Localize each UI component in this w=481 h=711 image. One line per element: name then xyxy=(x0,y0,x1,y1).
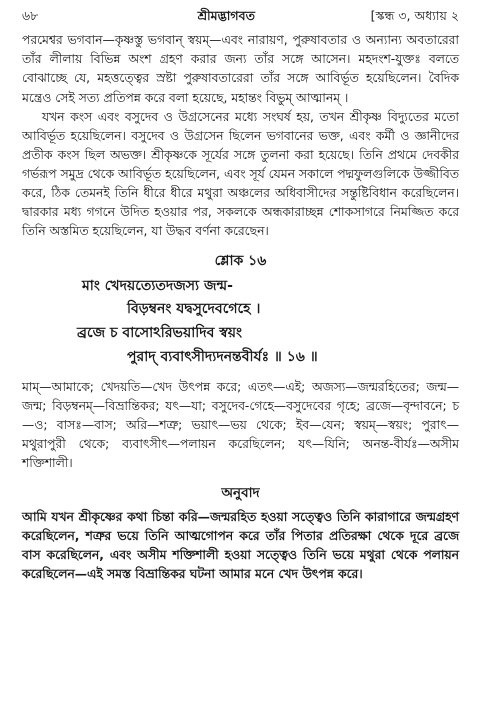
verse-line-2: বিড়ম্বনং যদ্বসুদেবগেহে । xyxy=(127,301,261,318)
purport-paragraph-1: পরমেশ্বর ভগবান—কৃষ্ণস্তু ভগবান্ স্বয়ম্—এবং নারায়ণ, পুরুষাবতার ও অন্যান্য অবতারেরা তাঁর লীলায় বিভিন্ন অংশ গ্রহণ করার জন্য তাঁর সঙ্গে আসেন। মহদংশ-যুক্তঃ বলতে বোঝাচ্ছে যে, মহত্তত্ত্বের স্রষ্টা পুরুষাবতারেরা তাঁর সঙ্গে আবির্ভূত হয়েছিলেন। বৈদিক মন্ত্রেও সেই সত্য প্রতিপন্ন করে বলা হয়েছে, মহান্তং বিভুম্ আত্মানম্ । xyxy=(22,33,459,105)
verse-text xyxy=(22,275,459,370)
translation-text: আমি যখন শ্রীকৃষ্ণের কথা চিন্তা করি—জন্মরহিত হওয়া সত্ত্বেও তিনি কারাগারে জন্মগ্রহণ করেছিলেন, শত্রুর ভয়ে তিনি আত্মগোপন করে তাঁর পিতার প্রতিরক্ষা থেকে দূরে ব্রজে বাস করেছিলেন, এবং অসীম শক্তিশালী হওয়া সত্ত্বেও তিনি ভয়ে মথুরা থেকে পলায়ন করেছিলেন—এই সমস্ত বিভ্রান্তিকর ঘটনা আমার মনে খেদ উৎপন্ন করে। xyxy=(22,509,459,582)
purport-paragraph-2: যখন কংস এবং বসুদেব ও উগ্রসেনের মধ্যে সংঘর্ষ হয়, তখন শ্রীকৃষ্ণ বিদ্যুতের মতো আবির্ভূত হয়েছিলেন। বসুদেব ও উগ্রসেন ছিলেন ভগবানের ভক্ত, এবং কর্মী ও জ্ঞানীদের প্রতীক কংস ছিল অভক্ত। শ্রীকৃষ্ণকে সূর্যের সঙ্গে তুলনা করা হয়েছে। তিনি প্রথমে দেবকীর গর্ভরূপ সমুদ্র থেকে আবির্ভূত হয়েছিলেন, এবং সূর্য যেমন সকালে পদ্মফুলগুলিকে উজ্জীবিত করে, ঠিক তেমনই তিনি ধীরে ধীরে মথুরা অঞ্চলের অধিবাসীদের সন্তুষ্টিবিধান করেছিলেন। দ্বারকার মধ্য গগনে উদিত হওয়ার পর, সকলকে অন্ধকারাচ্ছন্ন শোকসাগরে নিমজ্জিত করে তিনি অস্তমিত হয়েছিলেন, যা উদ্ধব বর্ণনা করেছেন। xyxy=(22,109,459,238)
synonyms-paragraph: মাম্—আমাকে; খেদয়তি—খেদ উৎপন্ন করে; এতৎ—এই; অজস্য—জন্মরহিতের; জন্ম—জন্ম; বিড়ম্বনম্—বিভ্রান্তিকর; যৎ—যা; বসুদেব-গেহে—বসুদেবের গৃহে; ব্রজে—বৃন্দাবনে; চ—ও; বাসঃ—বাস; অরি—শত্রু; ভয়াৎ—ভয় থেকে; ইব—যেন; স্বয়ম্—স্বয়ং; পুরাৎ—মথুরাপুরী থেকে; ব্যবাৎসীৎ—পলায়ন করেছিলেন; যৎ—যিনি; অনন্ত-বীর্যঃ—অসীম শক্তিশালী। xyxy=(22,379,459,470)
verse-line-3: ব্রজে চ বাসোঽরিভয়াদিব স্বয়ং xyxy=(77,325,243,342)
verse-line-4: পুরাদ্ ব্যবাৎসীদ্যদনন্তবীর্যঃ ॥ ১৬ ॥ xyxy=(127,348,318,365)
chapter-reference: [স্কন্ধ ৩, অধ্যায় ২ xyxy=(370,8,459,23)
page-number: ৬৮ xyxy=(22,8,39,23)
book-title: শ্রীমদ্ভাগবত xyxy=(197,8,255,23)
verse-heading: শ্লোক ১৬ xyxy=(214,252,267,269)
translation-heading: অনুবাদ xyxy=(221,485,260,501)
verse-line-1: মাং খেদয়ত্যেতদজস্য জন্ম- xyxy=(82,277,233,294)
page-header xyxy=(22,6,459,25)
